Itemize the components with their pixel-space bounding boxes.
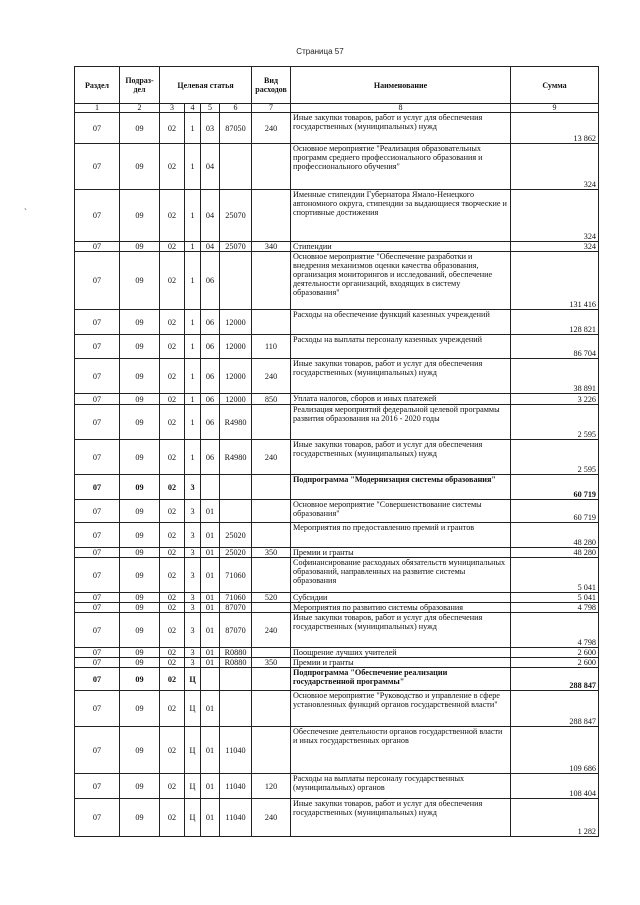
section-cell: 07: [75, 394, 120, 405]
name-cell: Именные стипендии Губернатора Ямало-Ненецкого автономного округа, стипендии за выдающиеся творческие и спортивные достижения: [291, 190, 511, 242]
subprogram-cell: 3: [185, 613, 201, 648]
direction-cell: [220, 144, 252, 190]
program-cell: 02: [160, 475, 185, 500]
subsection-cell: 09: [120, 405, 160, 440]
subsection-cell: 09: [120, 774, 160, 799]
sum-cell: 288 847: [511, 691, 599, 727]
program-cell: 02: [160, 523, 185, 548]
activity-cell: 01: [201, 658, 220, 668]
section-cell: 07: [75, 691, 120, 727]
header-kind: Вид расходов: [252, 67, 291, 104]
program-cell: 02: [160, 658, 185, 668]
section-cell: 07: [75, 603, 120, 613]
program-cell: 02: [160, 774, 185, 799]
subsection-cell: 09: [120, 113, 160, 144]
activity-cell: 01: [201, 799, 220, 837]
sum-cell: 4 798: [511, 613, 599, 648]
sum-cell: 5 041: [511, 558, 599, 593]
activity-cell: 06: [201, 405, 220, 440]
subsection-cell: 09: [120, 440, 160, 475]
direction-cell: 25020: [220, 523, 252, 548]
name-cell: Расходы на обеспечение функций казенных учреждений: [291, 310, 511, 335]
table-row: [75, 774, 599, 799]
table-row: [75, 613, 599, 648]
subprogram-cell: 1: [185, 310, 201, 335]
direction-cell: 11040: [220, 799, 252, 837]
subprogram-cell: 1: [185, 190, 201, 242]
subprogram-cell: 1: [185, 113, 201, 144]
section-cell: 07: [75, 405, 120, 440]
activity-cell: 06: [201, 335, 220, 359]
program-cell: 02: [160, 242, 185, 252]
kind-cell: [252, 558, 291, 593]
activity-cell: 01: [201, 558, 220, 593]
direction-cell: R4980: [220, 405, 252, 440]
table-row: [75, 190, 599, 242]
name-cell: Иные закупки товаров, работ и услуг для обеспечения государственных (муниципальных) нужд: [291, 359, 511, 394]
subprogram-cell: Ц: [185, 668, 201, 691]
header-name: Наименование: [291, 67, 511, 104]
subsection-cell: 09: [120, 523, 160, 548]
section-cell: 07: [75, 475, 120, 500]
activity-cell: 03: [201, 113, 220, 144]
section-cell: 07: [75, 523, 120, 548]
subsection-cell: 09: [120, 359, 160, 394]
section-cell: 07: [75, 335, 120, 359]
table-row: [75, 668, 599, 691]
program-cell: 02: [160, 727, 185, 774]
subprogram-cell: Ц: [185, 727, 201, 774]
subprogram-cell: 3: [185, 523, 201, 548]
sum-cell: 324: [511, 190, 599, 242]
subsection-cell: 09: [120, 252, 160, 310]
column-number: 2: [120, 104, 160, 113]
activity-cell: 04: [201, 144, 220, 190]
table-row: [75, 310, 599, 335]
sum-cell: 1 282: [511, 799, 599, 837]
subsection-cell: 09: [120, 548, 160, 558]
program-cell: 02: [160, 335, 185, 359]
subsection-cell: 09: [120, 727, 160, 774]
name-cell: Подпрограмма "Модернизация системы образования": [291, 475, 511, 500]
table-row: [75, 405, 599, 440]
kind-cell: [252, 190, 291, 242]
stray-mark: `: [24, 207, 27, 217]
sum-cell: 131 416: [511, 252, 599, 310]
activity-cell: 01: [201, 500, 220, 523]
activity-cell: 01: [201, 603, 220, 613]
kind-cell: [252, 691, 291, 727]
direction-cell: 71060: [220, 593, 252, 603]
subsection-cell: 09: [120, 190, 160, 242]
sum-cell: 2 595: [511, 440, 599, 475]
column-number: 5: [201, 104, 220, 113]
program-cell: 02: [160, 648, 185, 658]
activity-cell: 06: [201, 394, 220, 405]
kind-cell: 110: [252, 335, 291, 359]
section-cell: 07: [75, 774, 120, 799]
sum-cell: 48 280: [511, 548, 599, 558]
subprogram-cell: 1: [185, 144, 201, 190]
header-sum: Сумма: [511, 67, 599, 104]
subprogram-cell: 3: [185, 500, 201, 523]
column-number: 6: [220, 104, 252, 113]
table-row: [75, 500, 599, 523]
program-cell: 02: [160, 613, 185, 648]
name-cell: Расходы на выплаты персоналу казенных учреждений: [291, 335, 511, 359]
table-row: [75, 394, 599, 405]
activity-cell: 06: [201, 440, 220, 475]
subprogram-cell: 3: [185, 593, 201, 603]
name-cell: Софинансирование расходных обязательств муниципальных образований, направленных на развитие системы образования: [291, 558, 511, 593]
kind-cell: 240: [252, 113, 291, 144]
direction-cell: [220, 500, 252, 523]
kind-cell: [252, 475, 291, 500]
subsection-cell: 09: [120, 603, 160, 613]
kind-cell: [252, 405, 291, 440]
kind-cell: [252, 668, 291, 691]
subprogram-cell: 1: [185, 394, 201, 405]
section-cell: 07: [75, 310, 120, 335]
direction-cell: 25020: [220, 548, 252, 558]
program-cell: 02: [160, 252, 185, 310]
subsection-cell: 09: [120, 648, 160, 658]
program-cell: 02: [160, 593, 185, 603]
section-cell: 07: [75, 190, 120, 242]
subprogram-cell: 1: [185, 359, 201, 394]
section-cell: 07: [75, 242, 120, 252]
kind-cell: 520: [252, 593, 291, 603]
subprogram-cell: 1: [185, 242, 201, 252]
name-cell: Основное мероприятие "Обеспечение разработки и внедрения механизмов оценки качества образования, организация мониторингов и исследований, обеспечение деятельности организаций, входящих в систему образования": [291, 252, 511, 310]
name-cell: Мероприятия по предоставлению премий и грантов: [291, 523, 511, 548]
direction-cell: [220, 691, 252, 727]
program-cell: 02: [160, 405, 185, 440]
sum-cell: 86 704: [511, 335, 599, 359]
activity-cell: [201, 475, 220, 500]
section-cell: 07: [75, 593, 120, 603]
activity-cell: [201, 668, 220, 691]
page-number: Страница 57: [296, 47, 344, 56]
name-cell: Стипендии: [291, 242, 511, 252]
subsection-cell: 09: [120, 335, 160, 359]
direction-cell: R0880: [220, 648, 252, 658]
activity-cell: 01: [201, 691, 220, 727]
header-target: Целевая статья: [160, 67, 252, 104]
activity-cell: 06: [201, 252, 220, 310]
column-number: 3: [160, 104, 185, 113]
direction-cell: 71060: [220, 558, 252, 593]
subsection-cell: 09: [120, 500, 160, 523]
activity-cell: 04: [201, 242, 220, 252]
activity-cell: 01: [201, 613, 220, 648]
table-row: [75, 799, 599, 837]
direction-cell: [220, 668, 252, 691]
name-cell: Иные закупки товаров, работ и услуг для обеспечения государственных (муниципальных) нужд: [291, 799, 511, 837]
kind-cell: 240: [252, 799, 291, 837]
table-row: [75, 648, 599, 658]
name-cell: Поощрение лучших учителей: [291, 648, 511, 658]
name-cell: Иные закупки товаров, работ и услуг для обеспечения государственных (муниципальных) нужд: [291, 113, 511, 144]
direction-cell: 25070: [220, 190, 252, 242]
subprogram-cell: 1: [185, 252, 201, 310]
subsection-cell: 09: [120, 668, 160, 691]
sum-cell: 5 041: [511, 593, 599, 603]
program-cell: 02: [160, 603, 185, 613]
subprogram-cell: Ц: [185, 691, 201, 727]
program-cell: 02: [160, 113, 185, 144]
table-row: [75, 558, 599, 593]
kind-cell: 120: [252, 774, 291, 799]
sum-cell: 109 686: [511, 727, 599, 774]
subprogram-cell: 3: [185, 475, 201, 500]
budget-table: [74, 66, 599, 837]
kind-cell: [252, 603, 291, 613]
direction-cell: 11040: [220, 727, 252, 774]
table-row: [75, 335, 599, 359]
sum-cell: 38 891: [511, 359, 599, 394]
table-row: [75, 727, 599, 774]
section-cell: 07: [75, 727, 120, 774]
direction-cell: 12000: [220, 359, 252, 394]
column-number: 7: [252, 104, 291, 113]
section-cell: 07: [75, 548, 120, 558]
section-cell: 07: [75, 144, 120, 190]
column-number: 8: [291, 104, 511, 113]
sum-cell: 288 847: [511, 668, 599, 691]
kind-cell: [252, 648, 291, 658]
table-row: [75, 593, 599, 603]
section-cell: 07: [75, 113, 120, 144]
kind-cell: 350: [252, 548, 291, 558]
kind-cell: 340: [252, 242, 291, 252]
subsection-cell: 09: [120, 242, 160, 252]
subprogram-cell: 1: [185, 440, 201, 475]
subprogram-cell: 1: [185, 405, 201, 440]
sum-cell: 60 719: [511, 475, 599, 500]
name-cell: Основное мероприятие "Совершенствование системы образования": [291, 500, 511, 523]
subprogram-cell: 3: [185, 648, 201, 658]
section-cell: 07: [75, 558, 120, 593]
program-cell: 02: [160, 190, 185, 242]
program-cell: 02: [160, 558, 185, 593]
subprogram-cell: Ц: [185, 774, 201, 799]
sum-cell: 2 600: [511, 658, 599, 668]
name-cell: Подпрограмма "Обеспечение реализации государственной программы": [291, 668, 511, 691]
kind-cell: 240: [252, 359, 291, 394]
sum-cell: 324: [511, 242, 599, 252]
sum-cell: 4 798: [511, 603, 599, 613]
name-cell: Обеспечение деятельности органов государственной власти и иных государственных органов: [291, 727, 511, 774]
activity-cell: 01: [201, 523, 220, 548]
direction-cell: R0880: [220, 658, 252, 668]
section-cell: 07: [75, 799, 120, 837]
kind-cell: 850: [252, 394, 291, 405]
direction-cell: R4980: [220, 440, 252, 475]
subprogram-cell: 1: [185, 335, 201, 359]
program-cell: 02: [160, 359, 185, 394]
subsection-cell: 09: [120, 799, 160, 837]
program-cell: 02: [160, 144, 185, 190]
subsection-cell: 09: [120, 658, 160, 668]
direction-cell: [220, 252, 252, 310]
section-cell: 07: [75, 613, 120, 648]
activity-cell: 01: [201, 774, 220, 799]
table-row: [75, 523, 599, 548]
header-row: [75, 67, 599, 104]
activity-cell: 01: [201, 593, 220, 603]
program-cell: 02: [160, 500, 185, 523]
direction-cell: 87050: [220, 113, 252, 144]
activity-cell: 01: [201, 727, 220, 774]
kind-cell: [252, 252, 291, 310]
activity-cell: 06: [201, 310, 220, 335]
sum-cell: 48 280: [511, 523, 599, 548]
table-row: [75, 252, 599, 310]
sum-cell: 60 719: [511, 500, 599, 523]
program-cell: 02: [160, 548, 185, 558]
subprogram-cell: 3: [185, 558, 201, 593]
program-cell: 02: [160, 668, 185, 691]
section-cell: 07: [75, 252, 120, 310]
table-row: [75, 691, 599, 727]
column-number: 1: [75, 104, 120, 113]
section-cell: 07: [75, 648, 120, 658]
name-cell: Иные закупки товаров, работ и услуг для обеспечения государственных (муниципальных) нужд: [291, 613, 511, 648]
table-row: [75, 475, 599, 500]
subprogram-cell: 3: [185, 603, 201, 613]
sum-cell: 128 821: [511, 310, 599, 335]
section-cell: 07: [75, 658, 120, 668]
direction-cell: 12000: [220, 335, 252, 359]
kind-cell: [252, 310, 291, 335]
sum-cell: 324: [511, 144, 599, 190]
kind-cell: 350: [252, 658, 291, 668]
subprogram-cell: Ц: [185, 799, 201, 837]
name-cell: Субсидии: [291, 593, 511, 603]
kind-cell: [252, 144, 291, 190]
subsection-cell: 09: [120, 613, 160, 648]
program-cell: 02: [160, 691, 185, 727]
name-cell: Основное мероприятие "Реализация образовательных программ среднего профессионального образования и профессионального обучения": [291, 144, 511, 190]
subsection-cell: 09: [120, 310, 160, 335]
subsection-cell: 09: [120, 558, 160, 593]
direction-cell: 87070: [220, 603, 252, 613]
activity-cell: 04: [201, 190, 220, 242]
table-body: [75, 113, 599, 837]
name-cell: Мероприятия по развитию системы образования: [291, 603, 511, 613]
kind-cell: [252, 523, 291, 548]
program-cell: 02: [160, 440, 185, 475]
kind-cell: 240: [252, 613, 291, 648]
name-cell: Премии и гранты: [291, 548, 511, 558]
column-number: 9: [511, 104, 599, 113]
name-cell: Расходы на выплаты персоналу государственных (муниципальных) органов: [291, 774, 511, 799]
sum-cell: 108 404: [511, 774, 599, 799]
subsection-cell: 09: [120, 475, 160, 500]
table-row: [75, 440, 599, 475]
sum-cell: 2 600: [511, 648, 599, 658]
column-number-row: [75, 104, 599, 113]
section-cell: 07: [75, 359, 120, 394]
table-row: [75, 144, 599, 190]
sum-cell: 3 226: [511, 394, 599, 405]
direction-cell: 11040: [220, 774, 252, 799]
table-row: [75, 603, 599, 613]
sum-cell: 2 595: [511, 405, 599, 440]
table-row: [75, 658, 599, 668]
subprogram-cell: 3: [185, 548, 201, 558]
subsection-cell: 09: [120, 691, 160, 727]
column-number: 4: [185, 104, 201, 113]
direction-cell: 12000: [220, 394, 252, 405]
kind-cell: 240: [252, 440, 291, 475]
subsection-cell: 09: [120, 394, 160, 405]
name-cell: Основное мероприятие "Руководство и управление в сфере установленных функций органов государственной власти": [291, 691, 511, 727]
direction-cell: 87070: [220, 613, 252, 648]
activity-cell: 01: [201, 648, 220, 658]
header-subsection: Подраз-дел: [120, 67, 160, 104]
subsection-cell: 09: [120, 144, 160, 190]
direction-cell: 12000: [220, 310, 252, 335]
section-cell: 07: [75, 500, 120, 523]
subsection-cell: 09: [120, 593, 160, 603]
kind-cell: [252, 727, 291, 774]
header-section: Раздел: [75, 67, 120, 104]
program-cell: 02: [160, 310, 185, 335]
subprogram-cell: 3: [185, 658, 201, 668]
activity-cell: 01: [201, 548, 220, 558]
section-cell: 07: [75, 668, 120, 691]
activity-cell: 06: [201, 359, 220, 394]
sum-cell: 13 862: [511, 113, 599, 144]
name-cell: Иные закупки товаров, работ и услуг для обеспечения государственных (муниципальных) нужд: [291, 440, 511, 475]
section-cell: 07: [75, 440, 120, 475]
table-row: [75, 113, 599, 144]
kind-cell: [252, 500, 291, 523]
name-cell: Уплата налогов, сборов и иных платежей: [291, 394, 511, 405]
direction-cell: 25070: [220, 242, 252, 252]
table-row: [75, 359, 599, 394]
program-cell: 02: [160, 394, 185, 405]
program-cell: 02: [160, 799, 185, 837]
name-cell: Премии и гранты: [291, 658, 511, 668]
direction-cell: [220, 475, 252, 500]
table-row: [75, 242, 599, 252]
name-cell: Реализация мероприятий федеральной целевой программы развития образования на 2016 - 2020 годы: [291, 405, 511, 440]
table-row: [75, 548, 599, 558]
